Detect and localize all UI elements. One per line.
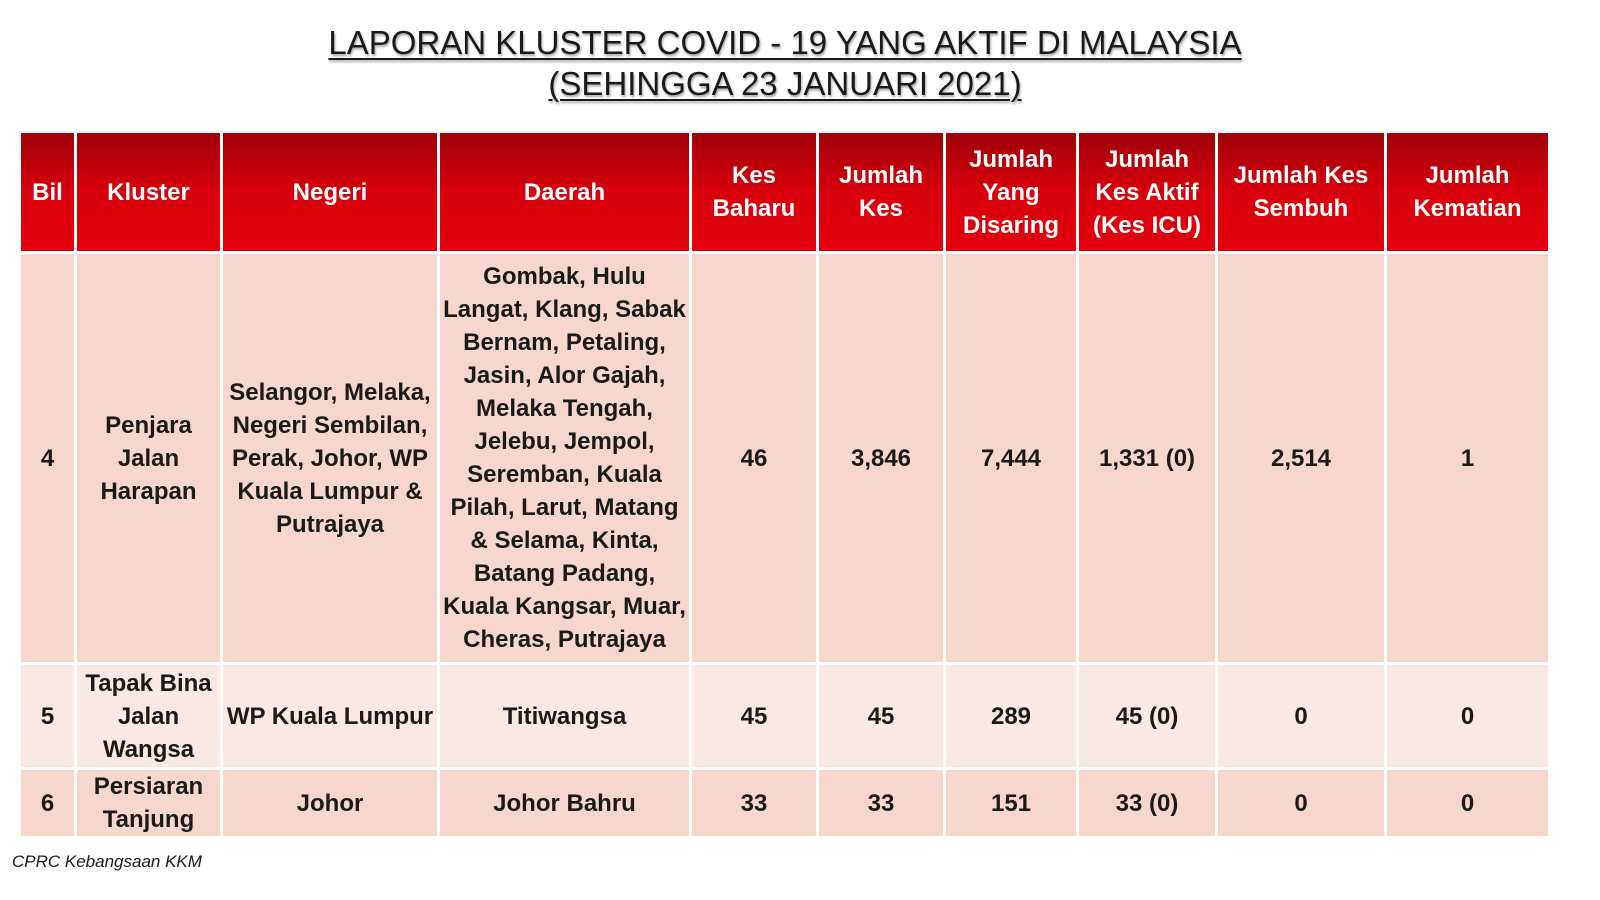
cell-kes-aktif: 45 (0) [1078,664,1217,769]
cell-jumlah-disaring: 289 [945,664,1078,769]
table-row [20,253,1550,664]
cell-bil: 5 [20,664,76,769]
cell-negeri: Selangor, Melaka, Negeri Sembilan, Perak, Johor, WP Kuala Lumpur & Putrajaya [222,253,439,664]
source-footer: CPRC Kebangsaan KKM [12,852,202,871]
header-bil: Bil [20,132,76,253]
cell-bil: 4 [20,253,76,664]
cell-kes-sembuh: 0 [1217,769,1386,838]
cell-jumlah-kes: 45 [818,664,945,769]
cell-daerah: Gombak, Hulu Langat, Klang, Sabak Bernam, Petaling, Jasin, Alor Gajah, Melaka Tengah, Jelebu, Jempol, Seremban, Kuala Pilah, Larut, Matang & Selama, Kinta, Batang Padang, Kuala Kangsar, Muar, Cheras, Putrajaya [439,253,691,664]
title-line-2: (SEHINGGA 23 JANUARI 2021) [548,65,1022,102]
title-line-1: LAPORAN KLUSTER COVID - 19 YANG AKTIF DI MALAYSIA [328,24,1242,61]
header-daerah: Daerah [439,132,691,253]
cell-kematian: 0 [1386,769,1550,838]
cell-daerah: Titiwangsa [439,664,691,769]
cluster-table [18,130,1551,839]
cell-jumlah-disaring: 7,444 [945,253,1078,664]
cell-kluster: Tapak Bina Jalan Wangsa [76,664,222,769]
cell-kes-baharu: 46 [691,253,818,664]
cell-kes-aktif: 1,331 (0) [1078,253,1217,664]
header-kluster: Kluster [76,132,222,253]
cell-kematian: 1 [1386,253,1550,664]
cell-jumlah-kes: 3,846 [818,253,945,664]
cell-kluster: Penjara Jalan Harapan [76,253,222,664]
header-kes-aktif: Jumlah Kes Aktif (Kes ICU) [1078,132,1217,253]
cell-negeri: WP Kuala Lumpur [222,664,439,769]
cell-kes-baharu: 33 [691,769,818,838]
table-row [20,769,1550,838]
cell-bil: 6 [20,769,76,838]
cell-jumlah-kes: 33 [818,769,945,838]
cell-kes-aktif: 33 (0) [1078,769,1217,838]
cell-kes-baharu: 45 [691,664,818,769]
cell-daerah: Johor Bahru [439,769,691,838]
cell-negeri: Johor [222,769,439,838]
header-row [20,132,1550,253]
header-jumlah-kes: Jumlah Kes [818,132,945,253]
cell-kes-sembuh: 0 [1217,664,1386,769]
header-kematian: Jumlah Kematian [1386,132,1550,253]
cell-kematian: 0 [1386,664,1550,769]
report-title [0,22,1570,104]
header-jumlah-disaring: Jumlah Yang Disaring [945,132,1078,253]
header-negeri: Negeri [222,132,439,253]
header-kes-baharu: Kes Baharu [691,132,818,253]
cell-jumlah-disaring: 151 [945,769,1078,838]
cell-kluster: Persiaran Tanjung [76,769,222,838]
header-kes-sembuh: Jumlah Kes Sembuh [1217,132,1386,253]
table-row [20,664,1550,769]
cell-kes-sembuh: 2,514 [1217,253,1386,664]
